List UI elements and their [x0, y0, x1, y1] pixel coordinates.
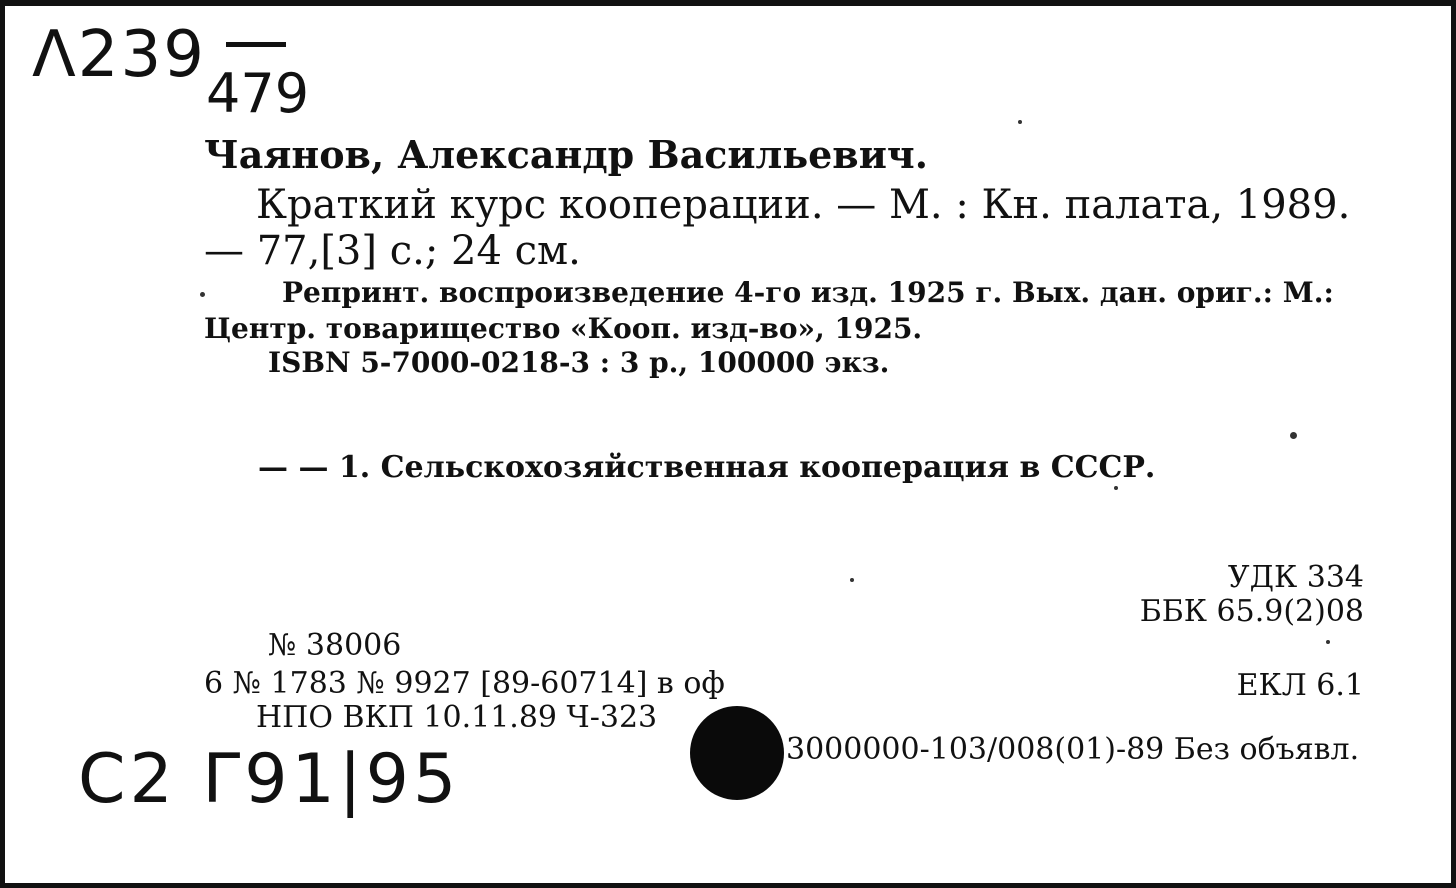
author-heading: Чаянов, Александр Васильевич.	[204, 132, 928, 177]
note-line-1: Репринт. воспроизведение 4-го изд. 1925 г. Вых. дан. ориг.: М.:	[282, 276, 1334, 309]
title-line: Краткий курс кооперации. — М. : Кн. палата, 1989.	[256, 182, 1351, 228]
extent-line: — 77,[3] с.; 24 см.	[204, 228, 581, 274]
speck	[1326, 640, 1330, 644]
shelf-mark-top: Λ239	[32, 18, 286, 92]
printer-line: НПО ВКП 10.11.89 Ч-323	[256, 700, 658, 735]
note-line-2: Центр. товарищество «Кооп. изд-во», 1925.	[204, 312, 923, 345]
speck	[1114, 486, 1118, 490]
subject-heading: — — 1. Сельскохозяйственная кооперация в СССР.	[258, 450, 1156, 485]
code-line: 3000000-103/008(01)-89 Без объявл.	[786, 732, 1360, 767]
speck	[1290, 432, 1297, 439]
shelf-mark-divider	[226, 42, 286, 47]
punch-hole	[690, 706, 784, 800]
card-edge-right	[1451, 0, 1456, 888]
isbn-line: ISBN 5-7000-0218-3 : 3 р., 100000 экз.	[268, 346, 890, 379]
inventory-code: C2 Γ91|95	[78, 740, 461, 819]
card-edge-top	[0, 0, 1456, 6]
bbk-index: ББК 65.9(2)08	[1139, 594, 1364, 629]
ekl-index: ЕКЛ 6.1	[1236, 668, 1364, 703]
udk-index: УДК 334	[1227, 560, 1364, 595]
speck	[1018, 120, 1022, 124]
print-run-line: 6 № 1783 № 9927 [89-60714] в оф	[204, 666, 725, 701]
card-edge-left	[0, 0, 5, 888]
speck	[200, 292, 205, 297]
speck	[850, 578, 854, 582]
shelf-mark-bottom: 479	[206, 62, 310, 125]
card-edge-bottom	[0, 883, 1456, 888]
card-number: № 38006	[268, 628, 402, 663]
